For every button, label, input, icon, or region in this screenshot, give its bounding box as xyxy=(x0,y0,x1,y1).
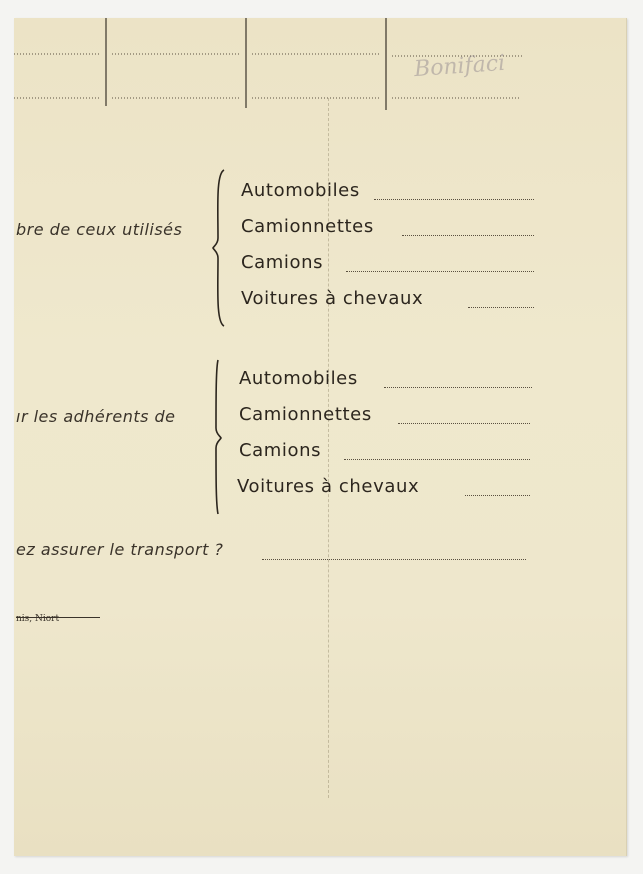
section2-prompt: ır les adhérents de xyxy=(16,407,176,426)
header-table-grid xyxy=(14,18,626,118)
section2-item-camions: Camions xyxy=(239,440,322,461)
bleed-through-handwriting: ​ xyxy=(342,126,346,151)
section2-field-camionnettes[interactable] xyxy=(398,423,530,424)
transport-question: ez assurer le transport ? xyxy=(16,540,224,559)
section1-item-camionnettes: Camionnettes xyxy=(241,216,374,237)
section2-item-camionnettes: Camionnettes xyxy=(239,404,372,425)
section2-field-camions[interactable] xyxy=(344,459,530,460)
section1-item-voitures: Voitures à chevaux xyxy=(241,288,424,309)
transport-answer-field[interactable] xyxy=(262,559,526,560)
printer-imprint: nis, Niort xyxy=(16,614,60,624)
section2-brace xyxy=(210,358,226,516)
section1-field-camions[interactable] xyxy=(346,271,534,272)
section2-item-voitures: Voitures à chevaux xyxy=(237,476,420,497)
section2-field-voitures[interactable] xyxy=(465,495,530,496)
fold-line xyxy=(328,98,329,798)
section2-item-automobiles: Automobiles xyxy=(239,368,358,389)
form-sheet xyxy=(14,18,627,856)
section1-field-voitures[interactable] xyxy=(468,307,534,308)
section1-item-automobiles: Automobiles xyxy=(241,180,360,201)
section1-prompt: bre de ceux utilisés xyxy=(16,220,183,239)
section1-item-camions: Camions xyxy=(241,252,324,273)
handwritten-note: Bonifaci xyxy=(413,50,506,83)
section2-field-automobiles[interactable] xyxy=(384,387,532,388)
section1-brace xyxy=(212,168,228,328)
section1-field-automobiles[interactable] xyxy=(374,199,534,200)
section1-field-camionnettes[interactable] xyxy=(402,235,534,236)
